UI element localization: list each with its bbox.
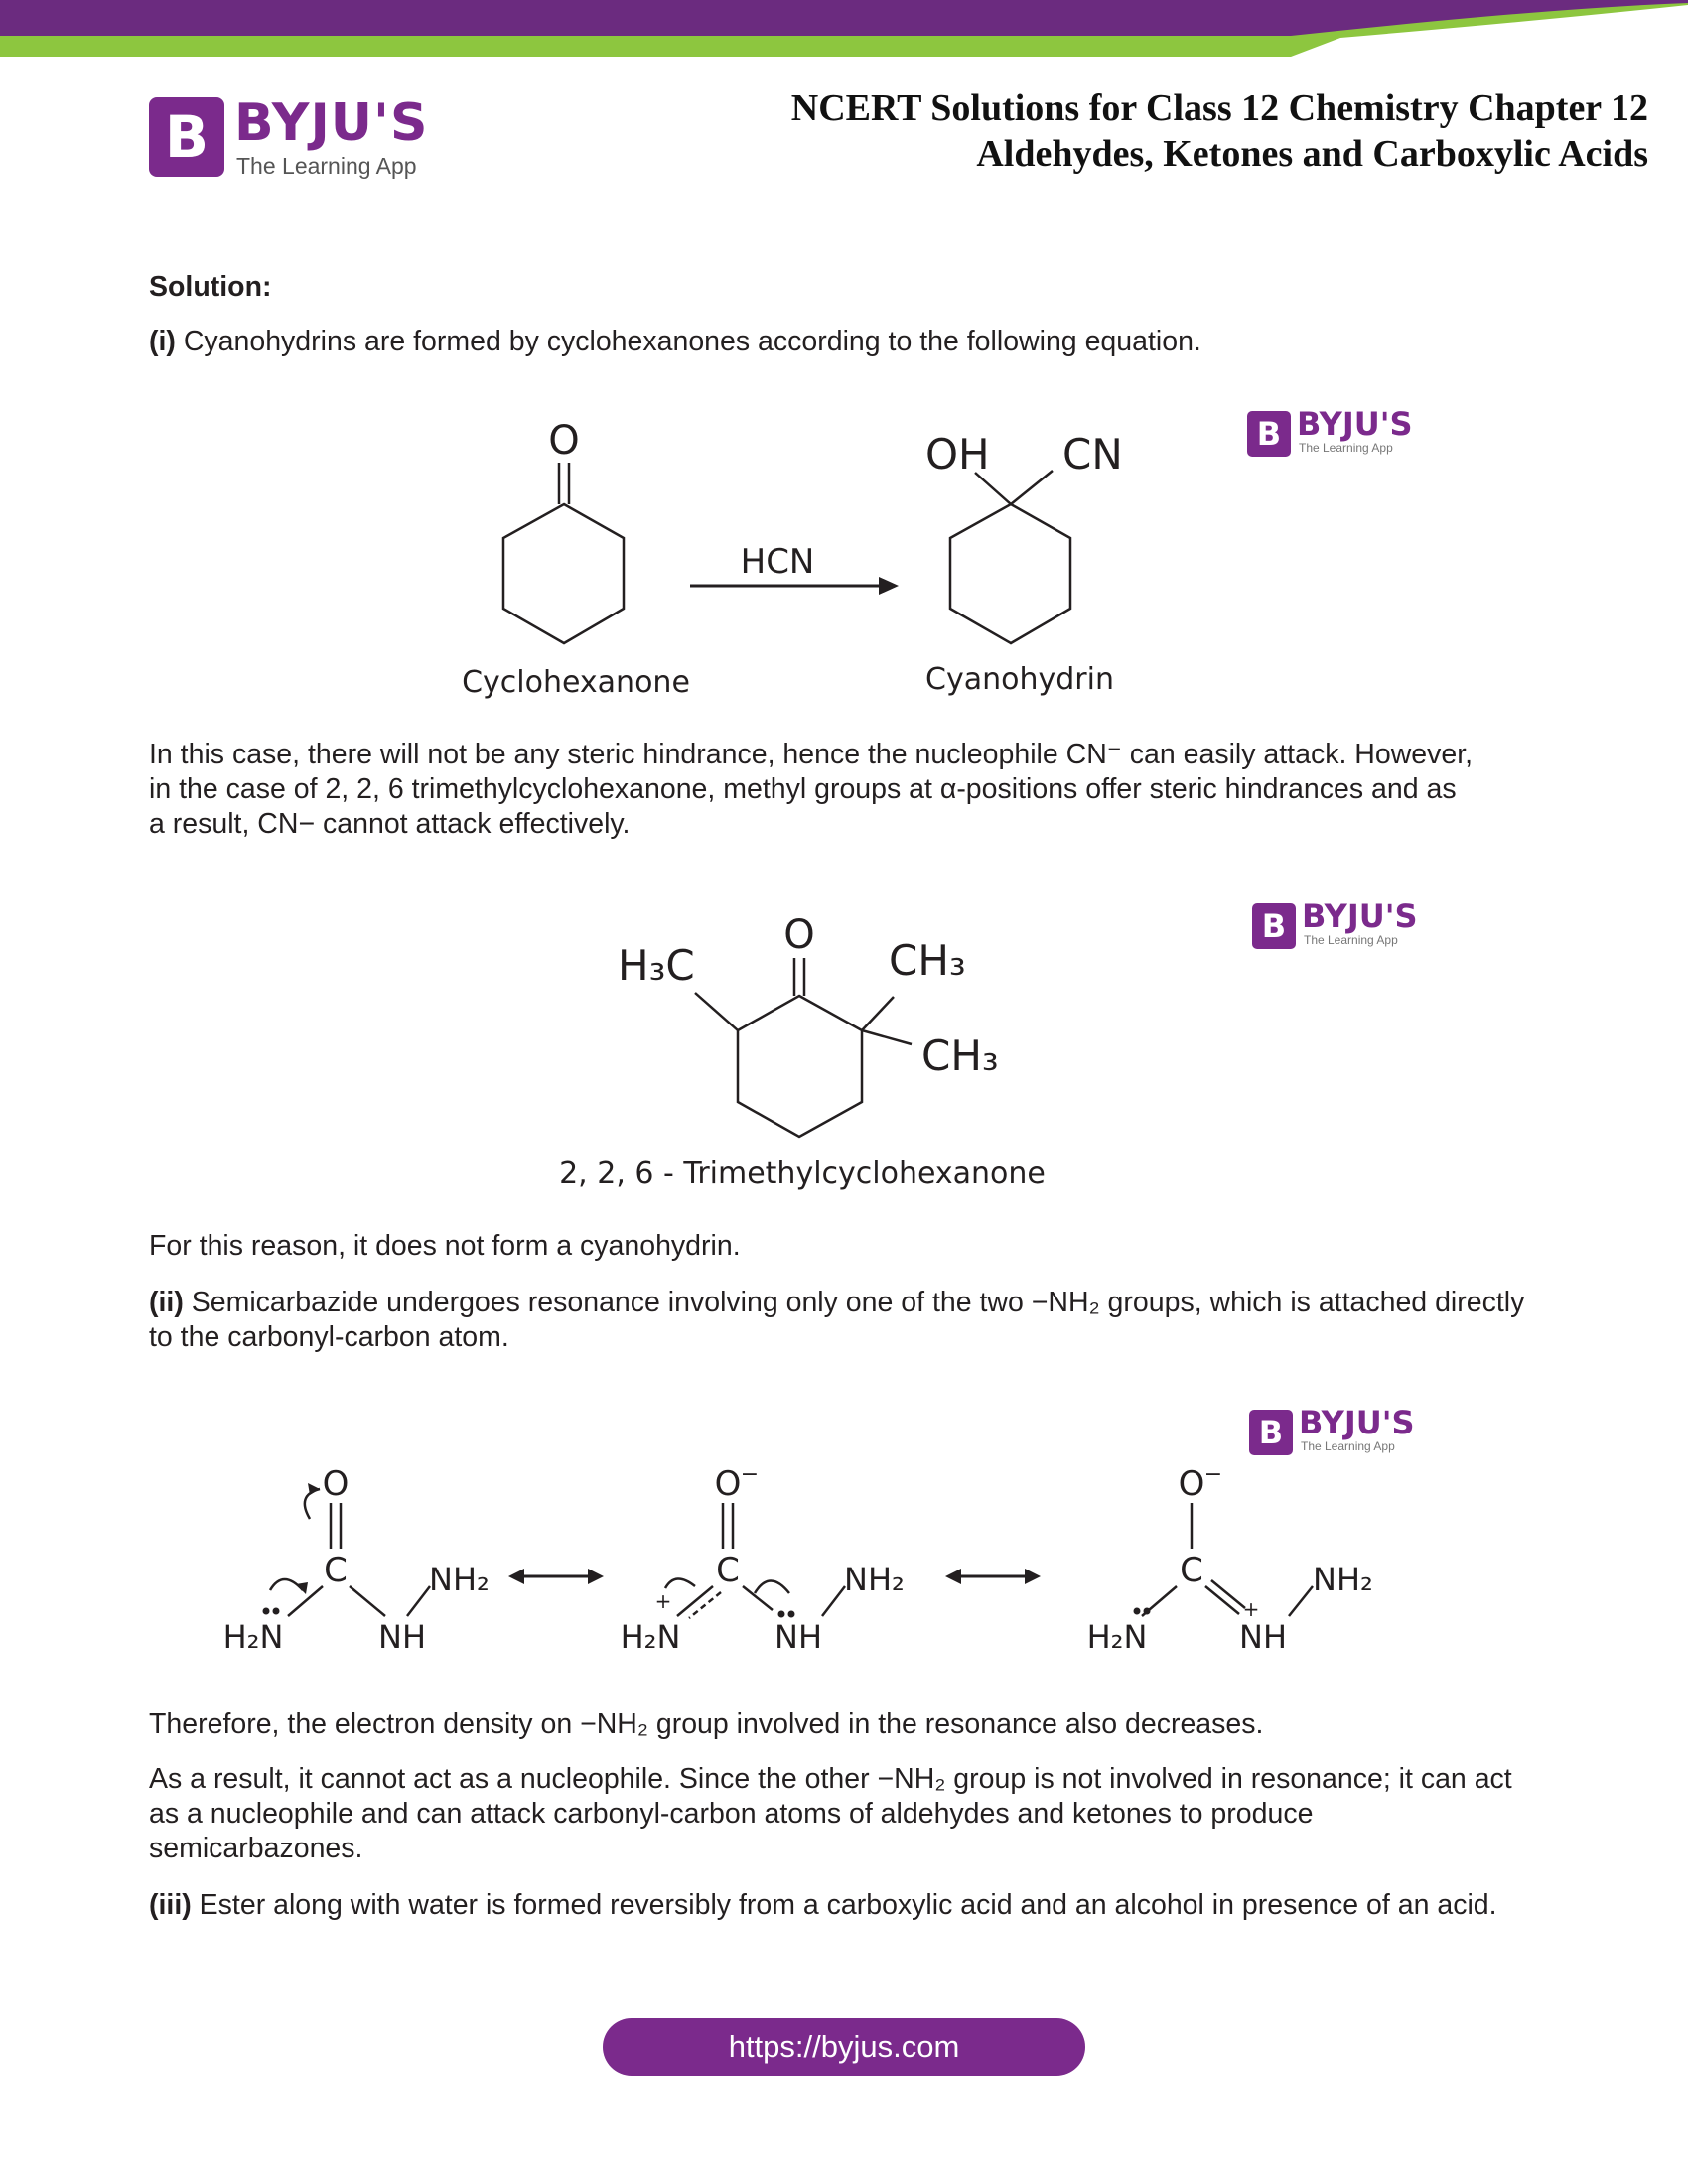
byjus-logo[interactable] — [149, 93, 437, 183]
logo-mark: B — [149, 97, 224, 177]
svg-text:H₂N: H₂N — [1086, 1618, 1148, 1656]
svg-text:O: O — [714, 1464, 742, 1504]
footer-url-link[interactable]: https://byjus.com — [603, 2018, 1085, 2076]
svg-text:NH: NH — [1239, 1618, 1287, 1656]
svg-text:−: − — [1203, 1462, 1223, 1487]
part-i-marker: (i) — [149, 326, 176, 357]
resonance-structure-2 — [621, 1462, 905, 1656]
top-banner — [0, 0, 1688, 60]
solution-heading: Solution: — [149, 271, 272, 303]
svg-text:C: C — [1180, 1551, 1203, 1590]
reason-paragraph: For this reason, it does not form a cyanohydrin. — [149, 1230, 741, 1262]
svg-text:H₂N: H₂N — [620, 1618, 681, 1656]
part-i-paragraph — [149, 325, 1539, 359]
svg-text:NH₂: NH₂ — [1313, 1561, 1373, 1598]
resonance-structure-3 — [1087, 1462, 1373, 1656]
part-iii-text: Ester along with water is formed reversibly from a carboxylic acid and an alcohol in presence of an acid. — [191, 1889, 1497, 1921]
cyanohydrin-reaction-figure — [427, 397, 1182, 715]
right-methyl-group-bottom: CH₃ — [921, 1031, 999, 1080]
watermark-logo: B BYJU'S The Learning App — [1247, 409, 1426, 461]
watermark-logo: B BYJU'S The Learning App — [1252, 901, 1431, 953]
hydroxyl-group: OH — [925, 430, 990, 478]
svg-text:H₂N: H₂N — [222, 1618, 284, 1656]
trimethyl-caption: 2, 2, 6 - Trimethylcyclohexanone — [559, 1157, 1046, 1191]
logo-brand-name: BYJU'S — [234, 93, 429, 153]
resonance-structure-1 — [223, 1464, 490, 1656]
svg-text:NH₂: NH₂ — [844, 1561, 905, 1598]
cyanohydrin-ring — [950, 504, 1070, 643]
reactant-label: Cyclohexanone — [462, 665, 690, 700]
watermark-logo: B BYJU'S The Learning App — [1249, 1408, 1428, 1459]
semicarbazide-resonance-figure — [199, 1459, 1450, 1668]
part-iii-paragraph — [149, 1888, 1529, 1923]
trimethyl-ring — [738, 996, 862, 1137]
svg-text:NH: NH — [774, 1618, 822, 1656]
title-line-2: Aldehydes, Ketones and Carboxylic Acids — [976, 133, 1648, 175]
right-methyl-group-top: CH₃ — [889, 936, 966, 985]
carbonyl-oxygen: O — [548, 418, 580, 464]
resonance-arrow-1 — [508, 1569, 604, 1584]
svg-text:C: C — [716, 1551, 740, 1590]
cyano-group: CN — [1062, 430, 1123, 478]
reaction-arrow — [879, 577, 899, 595]
resonance-arrow-2 — [945, 1569, 1041, 1584]
svg-text:O: O — [322, 1464, 350, 1504]
svg-text:+: + — [1242, 1597, 1260, 1621]
svg-text:+: + — [654, 1589, 672, 1613]
svg-text:O: O — [1178, 1464, 1205, 1504]
part-ii-paragraph — [149, 1286, 1539, 1355]
title-line-1: NCERT Solutions for Class 12 Chemistry Chapter 12 — [790, 87, 1648, 129]
svg-text:NH: NH — [378, 1618, 426, 1656]
reagent-label: HCN — [740, 542, 815, 582]
nucleophile-paragraph: As a result, it cannot act as a nucleophile. Since the other −NH₂ group is not involved in resonance; it can act as a nucleophile and can attack carbonyl-carbon atoms of aldehydes and ketones to produce semicarbazones. — [149, 1763, 1512, 1864]
part-i-text: Cyanohydrins are formed by cyclohexanones according to the following equation. — [175, 326, 1201, 357]
part-ii-text: Semicarbazide undergoes resonance involving only one of the two −NH₂ groups, which is attached directly to the carbonyl-carbon atom. — [149, 1287, 1525, 1353]
ketone-oxygen: O — [783, 912, 815, 958]
logo-tagline: The Learning App — [236, 153, 417, 179]
part-iii-marker: (iii) — [149, 1889, 192, 1921]
svg-text:−: − — [740, 1462, 760, 1487]
product-label: Cyanohydrin — [925, 662, 1114, 697]
svg-text:C: C — [324, 1551, 348, 1590]
svg-text:NH₂: NH₂ — [429, 1561, 490, 1598]
trimethylcyclohexanone-figure — [556, 893, 1072, 1201]
cyclohexanone-ring — [503, 504, 624, 643]
part-ii-marker: (ii) — [149, 1287, 184, 1318]
electron-density-paragraph: Therefore, the electron density on −NH₂ group involved in the resonance also decreases. — [149, 1708, 1264, 1740]
left-methyl-group: H₃C — [618, 941, 695, 990]
steric-hindrance-paragraph: In this case, there will not be any steric hindrance, hence the nucleophile CN⁻ can easily attack. However, in the case of 2, 2, 6 trimethylcyclohexanone, methyl groups at α-positions offer steric hindrances and as a result, CN− cannot attack effectively. — [149, 739, 1474, 840]
page-title — [791, 85, 1648, 177]
